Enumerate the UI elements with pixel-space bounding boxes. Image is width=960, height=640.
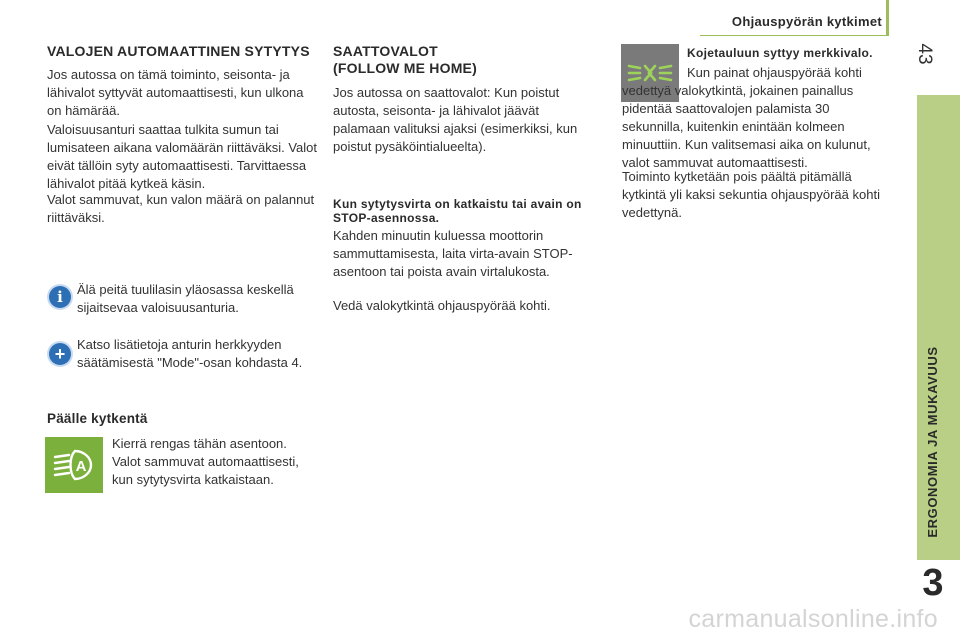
subheading-ignition-off: Kun sytytysvirta on katkaistu tai avain on STOP-asennossa. (333, 197, 582, 225)
section-heading-follow-me-home (333, 43, 593, 77)
paragraph: Valoisuusanturi saattaa tulkita sumun tai lumisateen aikana valomäärän riittäväksi. Valot eivät tällöin syty automaattisesti. Tarvittaessa lähivalot pitää kytkeä käsin. (47, 122, 318, 191)
paragraph: Kahden minuutin kuluessa moottorin sammuttamisesta, laita virta-avain STOP-asentoon tai poista avain virtalukosta. (333, 228, 573, 279)
chapter-title: ERGONOMIA JA MUKAVUUS (925, 346, 940, 538)
paragraph: Valot sammuvat, kun valon määrä on palannut riittäväksi. (47, 192, 315, 225)
watermark: carmanualsonline.info (688, 605, 938, 633)
svg-text:A: A (75, 458, 87, 475)
auto-headlight-icon (45, 437, 103, 493)
plus-icon: + (49, 343, 71, 365)
paragraph: Jos autossa on tämä toiminto, seisonta- ja lähivalot syttyvät automaattisesti, kun ulkona on hämärää. (47, 67, 304, 118)
paragraph: Kierrä rengas tähän asentoon. Valot sammuvat automaattisesti, kun sytytysvirta katkaistaan. (112, 436, 299, 487)
header-vertical-rule (886, 0, 889, 36)
page-number: 43 (914, 43, 935, 65)
paragraph: Vedä valokytkintä ohjauspyörää kohti. (333, 298, 551, 313)
info-icon: i (49, 286, 71, 308)
section-heading-auto-lights: VALOJEN AUTOMAATTINEN SYTYTYS (47, 43, 310, 59)
heading-line: (FOLLOW ME HOME) (333, 60, 477, 76)
heading-line: SAATTOVALOT (333, 43, 438, 59)
header-rule (700, 35, 886, 36)
chapter-number: 3 (922, 562, 944, 604)
running-header: Ohjauspyörän kytkimet (731, 14, 882, 29)
info-note: Älä peitä tuulilasin yläosassa keskellä sijaitsevaa valoisuusanturia. (77, 282, 294, 315)
tip-note: Katso lisätietoja anturin herkkyyden säätämisestä "Mode"-osan kohdasta 4. (77, 337, 303, 370)
paragraph: Toiminto kytketään pois päältä pitämällä kytkintä yli kaksi sekuntia ohjauspyörää kohti vedettynä. (622, 169, 880, 220)
subheading-switch-on: Päälle kytkentä (47, 411, 148, 426)
paragraph: Jos autossa on saattovalot: Kun poistut autosta, seisonta- ja lähivalot jäävät palamaan valituksi ajaksi (esimerkiksi, kun poistut pysäköintialueelta). (333, 85, 578, 154)
paragraph: Kun painat ohjauspyörää kohti vedettyä valokytkintä, jokainen painallus pidentää saattovalojen palamista 30 sekunnilla, kuitenkin enintään kolmeen minuuttiin. Kun valitsemasi aika on kulunut, valot sammuvat automaattisesti. (622, 65, 871, 170)
subheading-indicator: Kojetauluun syttyy merkkivalo. (687, 46, 873, 60)
